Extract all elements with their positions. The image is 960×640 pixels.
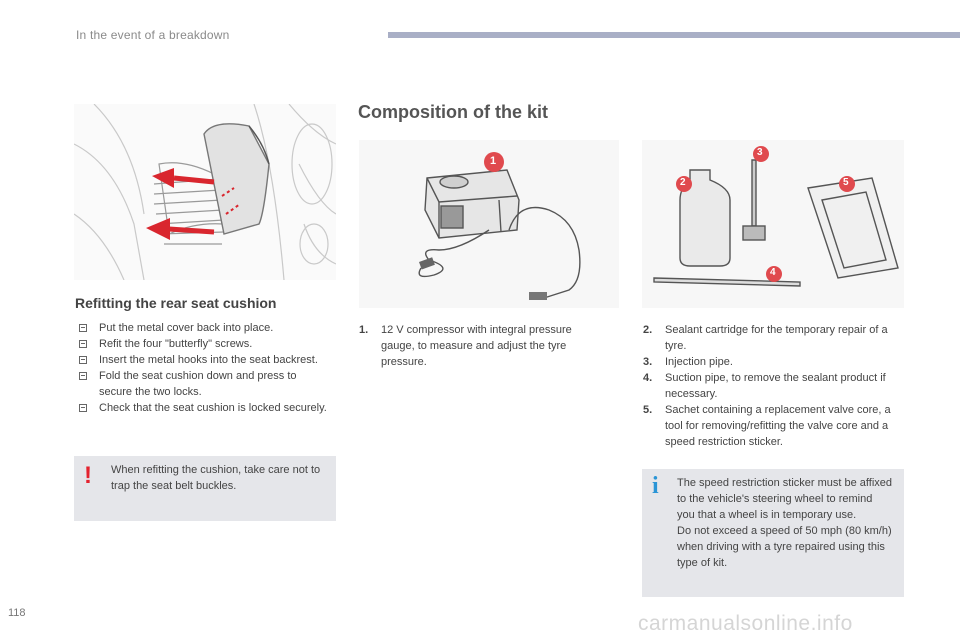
exclamation-icon: !	[84, 462, 92, 489]
info-icon: i	[652, 473, 659, 499]
callout-2: 2	[680, 177, 686, 188]
list-item: Put the metal cover back into place.	[77, 320, 332, 336]
item-number: 4.	[643, 372, 653, 384]
callout-4: 4	[770, 267, 776, 278]
item-text: Sachet containing a replacement valve core, a tool for removing/refitting the valve core and a speed restriction sticker.	[665, 404, 891, 448]
info-paragraph: Do not exceed a speed of 50 mph (80 km/h) when driving with a tyre repaired using this type of kit.	[677, 525, 892, 569]
info-box	[642, 469, 904, 597]
warning-text: When refitting the cushion, take care not to trap the seat belt buckles.	[111, 464, 321, 492]
seat-cushion-illustration	[74, 104, 336, 280]
warning-box	[74, 456, 336, 521]
page-title: Composition of the kit	[358, 102, 548, 122]
refit-steps-list	[77, 320, 332, 416]
item-text: Sealant cartridge for the temporary repair of a tyre.	[665, 324, 888, 352]
page-number: 118	[8, 607, 26, 619]
list-item	[643, 370, 905, 402]
kit-items-list-1	[359, 322, 604, 370]
list-item: Insert the metal hooks into the seat backrest.	[77, 352, 332, 368]
kit-items-list-2	[643, 322, 905, 450]
item-text: Injection pipe.	[665, 356, 733, 368]
item-text: Suction pipe, to remove the sealant product if necessary.	[665, 372, 886, 400]
item-text: 12 V compressor with integral pressure gauge, to measure and adjust the tyre pressure.	[381, 324, 572, 368]
list-item: Refit the four "butterfly" screws.	[77, 336, 332, 352]
list-item	[359, 322, 604, 370]
list-item	[643, 322, 905, 354]
callout-1: 1	[490, 155, 497, 167]
list-item: Check that the seat cushion is locked securely.	[77, 400, 332, 416]
item-number: 1.	[359, 324, 369, 336]
sealant-kit-illustration	[642, 140, 904, 308]
list-item	[643, 402, 905, 450]
callout-5: 5	[843, 177, 849, 188]
item-number: 2.	[643, 324, 653, 336]
watermark: carmanualsonline.info	[638, 612, 853, 635]
list-item: Fold the seat cushion down and press to secure the two locks.	[77, 368, 332, 400]
item-number: 3.	[643, 356, 653, 368]
header-title: In the event of a breakdown	[76, 28, 230, 42]
item-number: 5.	[643, 404, 653, 416]
callout-3: 3	[757, 147, 763, 158]
info-paragraph: The speed restriction sticker must be affixed to the vehicle's steering wheel to remind you that a wheel is in temporary use.	[677, 477, 893, 521]
section-title: Refitting the rear seat cushion	[75, 295, 277, 311]
compressor-illustration	[359, 140, 619, 308]
info-text	[677, 475, 892, 571]
header-bar	[388, 32, 960, 38]
list-item	[643, 354, 905, 370]
